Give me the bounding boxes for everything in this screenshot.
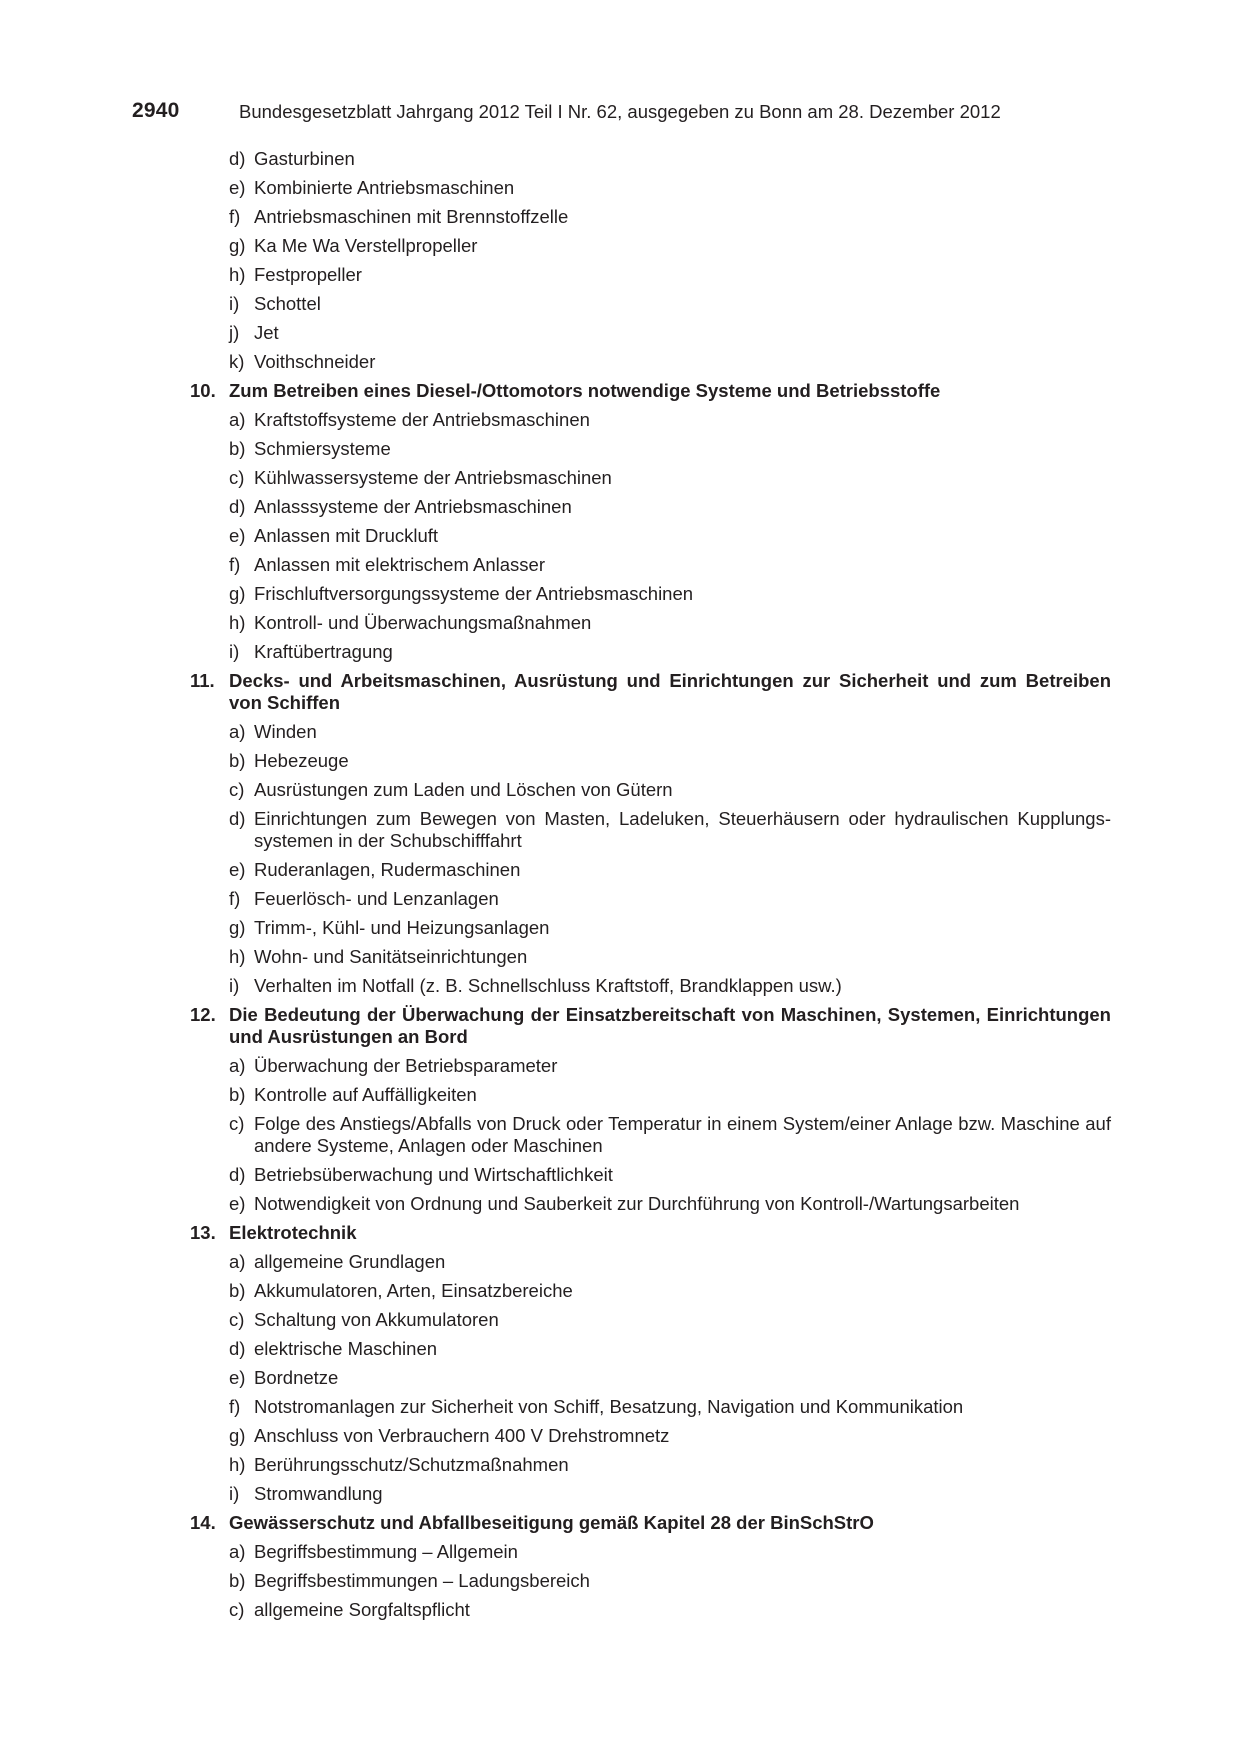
list-item <box>0 467 1111 489</box>
section-title: Gewässerschutz und Abfallbeseitigung gemäß Kapitel 28 der BinSchStrO <box>229 1512 874 1533</box>
item-text: Frischluftversorgungssysteme der Antriebsmaschinen <box>254 583 694 604</box>
list-item <box>0 525 1111 547</box>
list-item <box>0 409 1111 431</box>
item-text: Feuerlösch- und Lenzanlagen <box>254 888 499 909</box>
item-text: Trimm-, Kühl- und Heizungsanlagen <box>254 917 550 938</box>
section-heading <box>0 1512 1111 1534</box>
item-text: Gasturbinen <box>254 148 355 169</box>
list-item <box>0 554 1111 576</box>
item-text: Festpropeller <box>254 264 362 285</box>
list-item <box>0 1084 1111 1106</box>
list-item <box>0 975 1111 997</box>
list-item <box>0 148 1111 170</box>
list-item <box>0 1164 1111 1186</box>
item-letter: i) <box>229 641 240 662</box>
item-text: Kontrolle auf Auffälligkeiten <box>254 1084 477 1105</box>
list-item <box>0 888 1111 910</box>
item-text: elektrische Maschinen <box>254 1338 438 1359</box>
list-item <box>0 177 1111 199</box>
item-letter: e) <box>229 177 246 198</box>
section-title: Decks- und Arbeitsmaschinen, Ausrüstung und Einrichtungen zur Sicherheit und zum Betreiben von Schiffen <box>229 670 1111 713</box>
list-item <box>0 859 1111 881</box>
item-letter: a) <box>229 1055 246 1076</box>
section-title: Elektrotechnik <box>229 1222 357 1243</box>
item-letter: a) <box>229 721 246 742</box>
item-letter: f) <box>229 888 241 909</box>
section-number: 13. <box>190 1222 216 1243</box>
list-item <box>0 1309 1111 1331</box>
item-letter: b) <box>229 1084 246 1105</box>
item-letter: c) <box>229 1113 245 1134</box>
section-heading <box>0 380 1111 402</box>
item-letter: g) <box>229 235 246 256</box>
list-item <box>0 1367 1111 1389</box>
item-text: Berührungsschutz/Schutzmaßnahmen <box>254 1454 569 1475</box>
item-letter: h) <box>229 946 246 967</box>
item-letter: c) <box>229 779 245 800</box>
item-text: Stromwandlung <box>254 1483 383 1504</box>
list-item <box>0 351 1111 373</box>
item-letter: g) <box>229 1425 246 1446</box>
section-title: Zum Betreiben eines Diesel-/Ottomotors notwendige Systeme und Betriebsstoffe <box>229 380 941 401</box>
document-body <box>0 148 1241 1628</box>
item-letter: a) <box>229 409 246 430</box>
item-letter: i) <box>229 975 240 996</box>
item-letter: b) <box>229 1280 246 1301</box>
item-text: Antriebsmaschinen mit Brennstoffzelle <box>254 206 569 227</box>
list-item <box>0 264 1111 286</box>
item-text: Ruderanlagen, Rudermaschinen <box>254 859 521 880</box>
item-letter: e) <box>229 525 246 546</box>
item-letter: a) <box>229 1251 246 1272</box>
item-text: Kraftübertragung <box>254 641 393 662</box>
item-text: Kühlwassersysteme der Antriebsmaschinen <box>254 467 612 488</box>
item-letter: c) <box>229 467 245 488</box>
item-text: Kraftstoffsysteme der Antriebsmaschinen <box>254 409 590 430</box>
list-item <box>0 235 1111 257</box>
running-head: Bundesgesetzblatt Jahrgang 2012 Teil I Nr. 62, ausgegeben zu Bonn am 28. Dezember 2012 <box>239 101 1001 122</box>
section-number: 10. <box>190 380 216 401</box>
list-item <box>0 917 1111 939</box>
item-letter: d) <box>229 148 246 169</box>
item-text: Begriffsbestimmung – Allgemein <box>254 1541 518 1562</box>
section-heading <box>0 670 1111 714</box>
list-item <box>0 750 1111 772</box>
list-item <box>0 1113 1111 1157</box>
item-text: Wohn- und Sanitätseinrichtungen <box>254 946 528 967</box>
list-item <box>0 641 1111 663</box>
item-text: Anlasssysteme der Antriebsmaschinen <box>254 496 572 517</box>
item-text: allgemeine Sorgfaltspflicht <box>254 1599 470 1620</box>
item-text: Verhalten im Notfall (z. B. Schnellschluss Kraftstoff, Brandklappen usw.) <box>254 975 842 996</box>
item-letter: d) <box>229 808 246 829</box>
item-letter: i) <box>229 1483 240 1504</box>
item-text: Hebezeuge <box>254 750 349 771</box>
list-item <box>0 808 1111 852</box>
item-letter: d) <box>229 1164 246 1185</box>
list-item <box>0 1599 1111 1621</box>
list-item <box>0 1193 1111 1215</box>
item-letter: a) <box>229 1541 246 1562</box>
item-letter: f) <box>229 1396 241 1417</box>
section-heading <box>0 1004 1111 1048</box>
list-item <box>0 946 1111 968</box>
item-text: Akkumulatoren, Arten, Einsatzbereiche <box>254 1280 573 1301</box>
list-item <box>0 721 1111 743</box>
list-item <box>0 293 1111 315</box>
list-item <box>0 1425 1111 1447</box>
item-text: Ka Me Wa Verstellpropeller <box>254 235 478 256</box>
item-letter: b) <box>229 438 246 459</box>
item-text: Betriebsüberwachung und Wirtschaftlichkeit <box>254 1164 613 1185</box>
list-item <box>0 1251 1111 1273</box>
item-letter: f) <box>229 554 241 575</box>
item-letter: h) <box>229 612 246 633</box>
item-letter: j) <box>229 322 240 343</box>
list-item <box>0 612 1111 634</box>
item-text: Jet <box>254 322 279 343</box>
list-item <box>0 1396 1111 1418</box>
section-number: 12. <box>190 1004 216 1025</box>
item-letter: b) <box>229 1570 246 1591</box>
item-letter: e) <box>229 1367 246 1388</box>
item-letter: f) <box>229 206 241 227</box>
section-number: 11. <box>190 670 215 691</box>
list-item <box>0 496 1111 518</box>
section-heading <box>0 1222 1111 1244</box>
item-letter: c) <box>229 1309 245 1330</box>
item-letter: e) <box>229 1193 246 1214</box>
page-number: 2940 <box>132 99 180 122</box>
item-letter: e) <box>229 859 246 880</box>
item-text: Bordnetze <box>254 1367 339 1388</box>
item-letter: d) <box>229 1338 246 1359</box>
list-item <box>0 1280 1111 1302</box>
section-number: 14. <box>190 1512 216 1533</box>
item-text: Voithschneider <box>254 351 376 372</box>
item-text: Folge des Anstiegs/Abfalls von Druck oder Temperatur in einem System/einer Anlage bzw. Maschine auf andere Systeme, Anlagen oder Maschinen <box>254 1113 1111 1156</box>
item-letter: k) <box>229 351 245 372</box>
list-item <box>0 1541 1111 1563</box>
list-item <box>0 438 1111 460</box>
list-item <box>0 1570 1111 1592</box>
item-text: Anlassen mit elektrischem Anlasser <box>254 554 545 575</box>
item-letter: g) <box>229 917 246 938</box>
item-letter: h) <box>229 1454 246 1475</box>
item-letter: i) <box>229 293 240 314</box>
item-letter: h) <box>229 264 246 285</box>
item-text: Notstromanlagen zur Sicherheit von Schiff, Besatzung, Navigation und Kommunikation <box>254 1396 964 1417</box>
item-text: Anlassen mit Druckluft <box>254 525 439 546</box>
item-letter: d) <box>229 496 246 517</box>
list-item <box>0 1338 1111 1360</box>
item-text: Kontroll- und Überwachungsmaßnahmen <box>254 612 592 633</box>
list-item <box>0 322 1111 344</box>
list-item <box>0 1454 1111 1476</box>
item-text: Anschluss von Verbrauchern 400 V Drehstromnetz <box>254 1425 670 1446</box>
list-item <box>0 1483 1111 1505</box>
list-item <box>0 206 1111 228</box>
item-text: Kombinierte Antriebsmaschinen <box>254 177 515 198</box>
item-letter: c) <box>229 1599 245 1620</box>
item-text: Schmiersysteme <box>254 438 391 459</box>
item-text: Notwendigkeit von Ordnung und Sauberkeit zur Durchführung von Kontroll-/Wartungsarbeiten <box>254 1193 1020 1214</box>
section-title: Die Bedeutung der Überwachung der Einsatzbereitschaft von Maschinen, Systemen, Einrichtungen und Ausrüstungen an Bord <box>229 1004 1111 1047</box>
item-text: Schottel <box>254 293 321 314</box>
item-text: Überwachung der Betriebsparameter <box>254 1055 558 1076</box>
list-item <box>0 1055 1111 1077</box>
item-text: Ausrüstungen zum Laden und Löschen von Gütern <box>254 779 673 800</box>
list-item <box>0 583 1111 605</box>
item-letter: g) <box>229 583 246 604</box>
item-text: Einrichtungen zum Bewegen von Masten, Ladeluken, Steuerhäusern oder hydraulischen Kupplungssystemen in der Schubschifffahrt <box>254 808 1111 851</box>
item-letter: b) <box>229 750 246 771</box>
item-text: allgemeine Grundlagen <box>254 1251 446 1272</box>
item-text: Begriffsbestimmungen – Ladungsbereich <box>254 1570 590 1591</box>
item-text: Schaltung von Akkumulatoren <box>254 1309 499 1330</box>
list-item <box>0 779 1111 801</box>
item-text: Winden <box>254 721 317 742</box>
